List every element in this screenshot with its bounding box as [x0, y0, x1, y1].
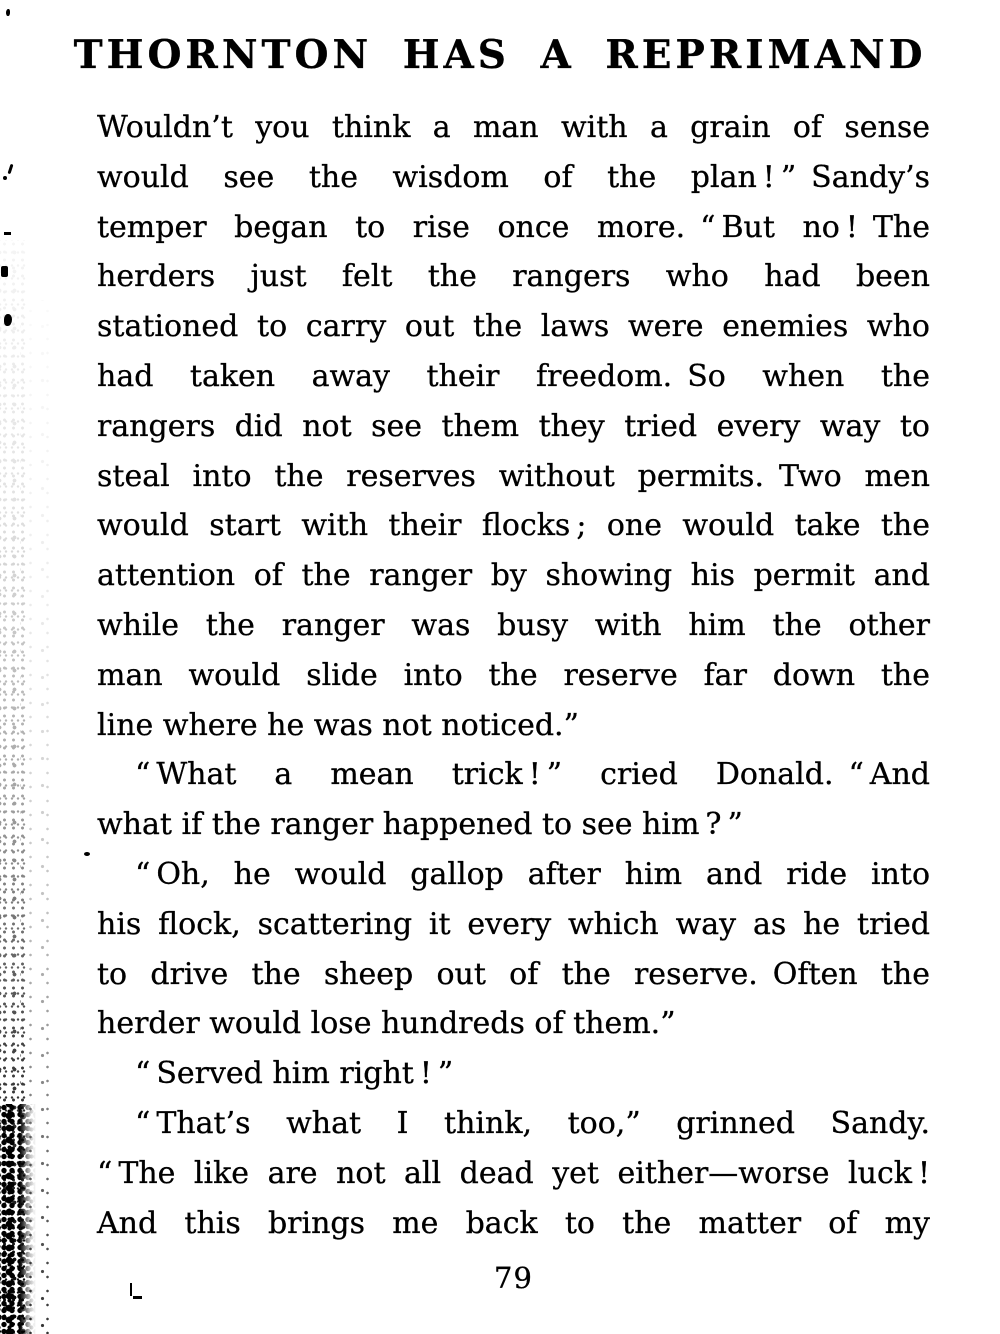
text-line: to drive the sheep out of the reserve. Often the	[97, 956, 930, 992]
text-line: man would slide into the reserve far down the	[97, 657, 930, 693]
text-line: “ What a mean trick ! ” cried Donald. “ And	[135, 757, 930, 793]
text-line: rangers did not see them they tried every way to	[97, 408, 930, 444]
scan-artifact	[3, 176, 7, 180]
text-line: steal into the reserves without permits. Two men	[97, 458, 930, 494]
text-line: while the ranger was busy with him the other	[97, 607, 930, 643]
text-line: had taken away their freedom. So when the	[97, 358, 930, 394]
scan-artifact	[84, 852, 90, 856]
scan-artifact	[1, 266, 8, 277]
text-line: “ Served him right ! ”	[135, 1056, 454, 1092]
scan-artifact	[4, 232, 11, 235]
scan-artifact	[4, 314, 12, 326]
text-line: herders just felt the rangers who had been	[97, 259, 930, 295]
text-line: temper began to rise once more. “ But no ! The	[97, 209, 930, 245]
text-line: And this brings me back to the matter of my	[97, 1205, 930, 1241]
text-line: “ That’s what I think, too,” grinned Sandy.	[135, 1105, 930, 1141]
page-body	[97, 103, 930, 1295]
text-line: herder would lose hundreds of them.”	[97, 1006, 676, 1042]
scan-noise-corner	[0, 1104, 36, 1334]
text-line: his flock, scattering it every which way as he tried	[97, 906, 930, 942]
scan-artifact	[133, 1296, 142, 1299]
page-number: 79	[494, 1261, 533, 1296]
text-line: what if the ranger happened to see him ? ”	[97, 807, 743, 843]
text-line: “ The like are not all dead yet either—worse luck !	[97, 1155, 930, 1191]
scan-artifact	[8, 164, 14, 174]
text-line: “ Oh, he would gallop after him and ride into	[135, 856, 930, 892]
text-line: attention of the ranger by showing his permit and	[97, 558, 930, 594]
text-line: line where he was not noticed.”	[97, 707, 579, 743]
scan-noise-band	[0, 240, 26, 1334]
text-line: would start with their flocks ; one would take the	[97, 508, 930, 544]
text-line: Wouldn’t you think a man with a grain of sense	[97, 110, 930, 145]
chapter-running-head: THORNTON HAS A REPRIMAND	[73, 32, 927, 78]
text-line: stationed to carry out the laws were enemies who	[97, 309, 930, 345]
scan-noise-band	[20, 300, 54, 1334]
text-line: would see the wisdom of the plan ! ” Sandy’s	[97, 159, 930, 195]
